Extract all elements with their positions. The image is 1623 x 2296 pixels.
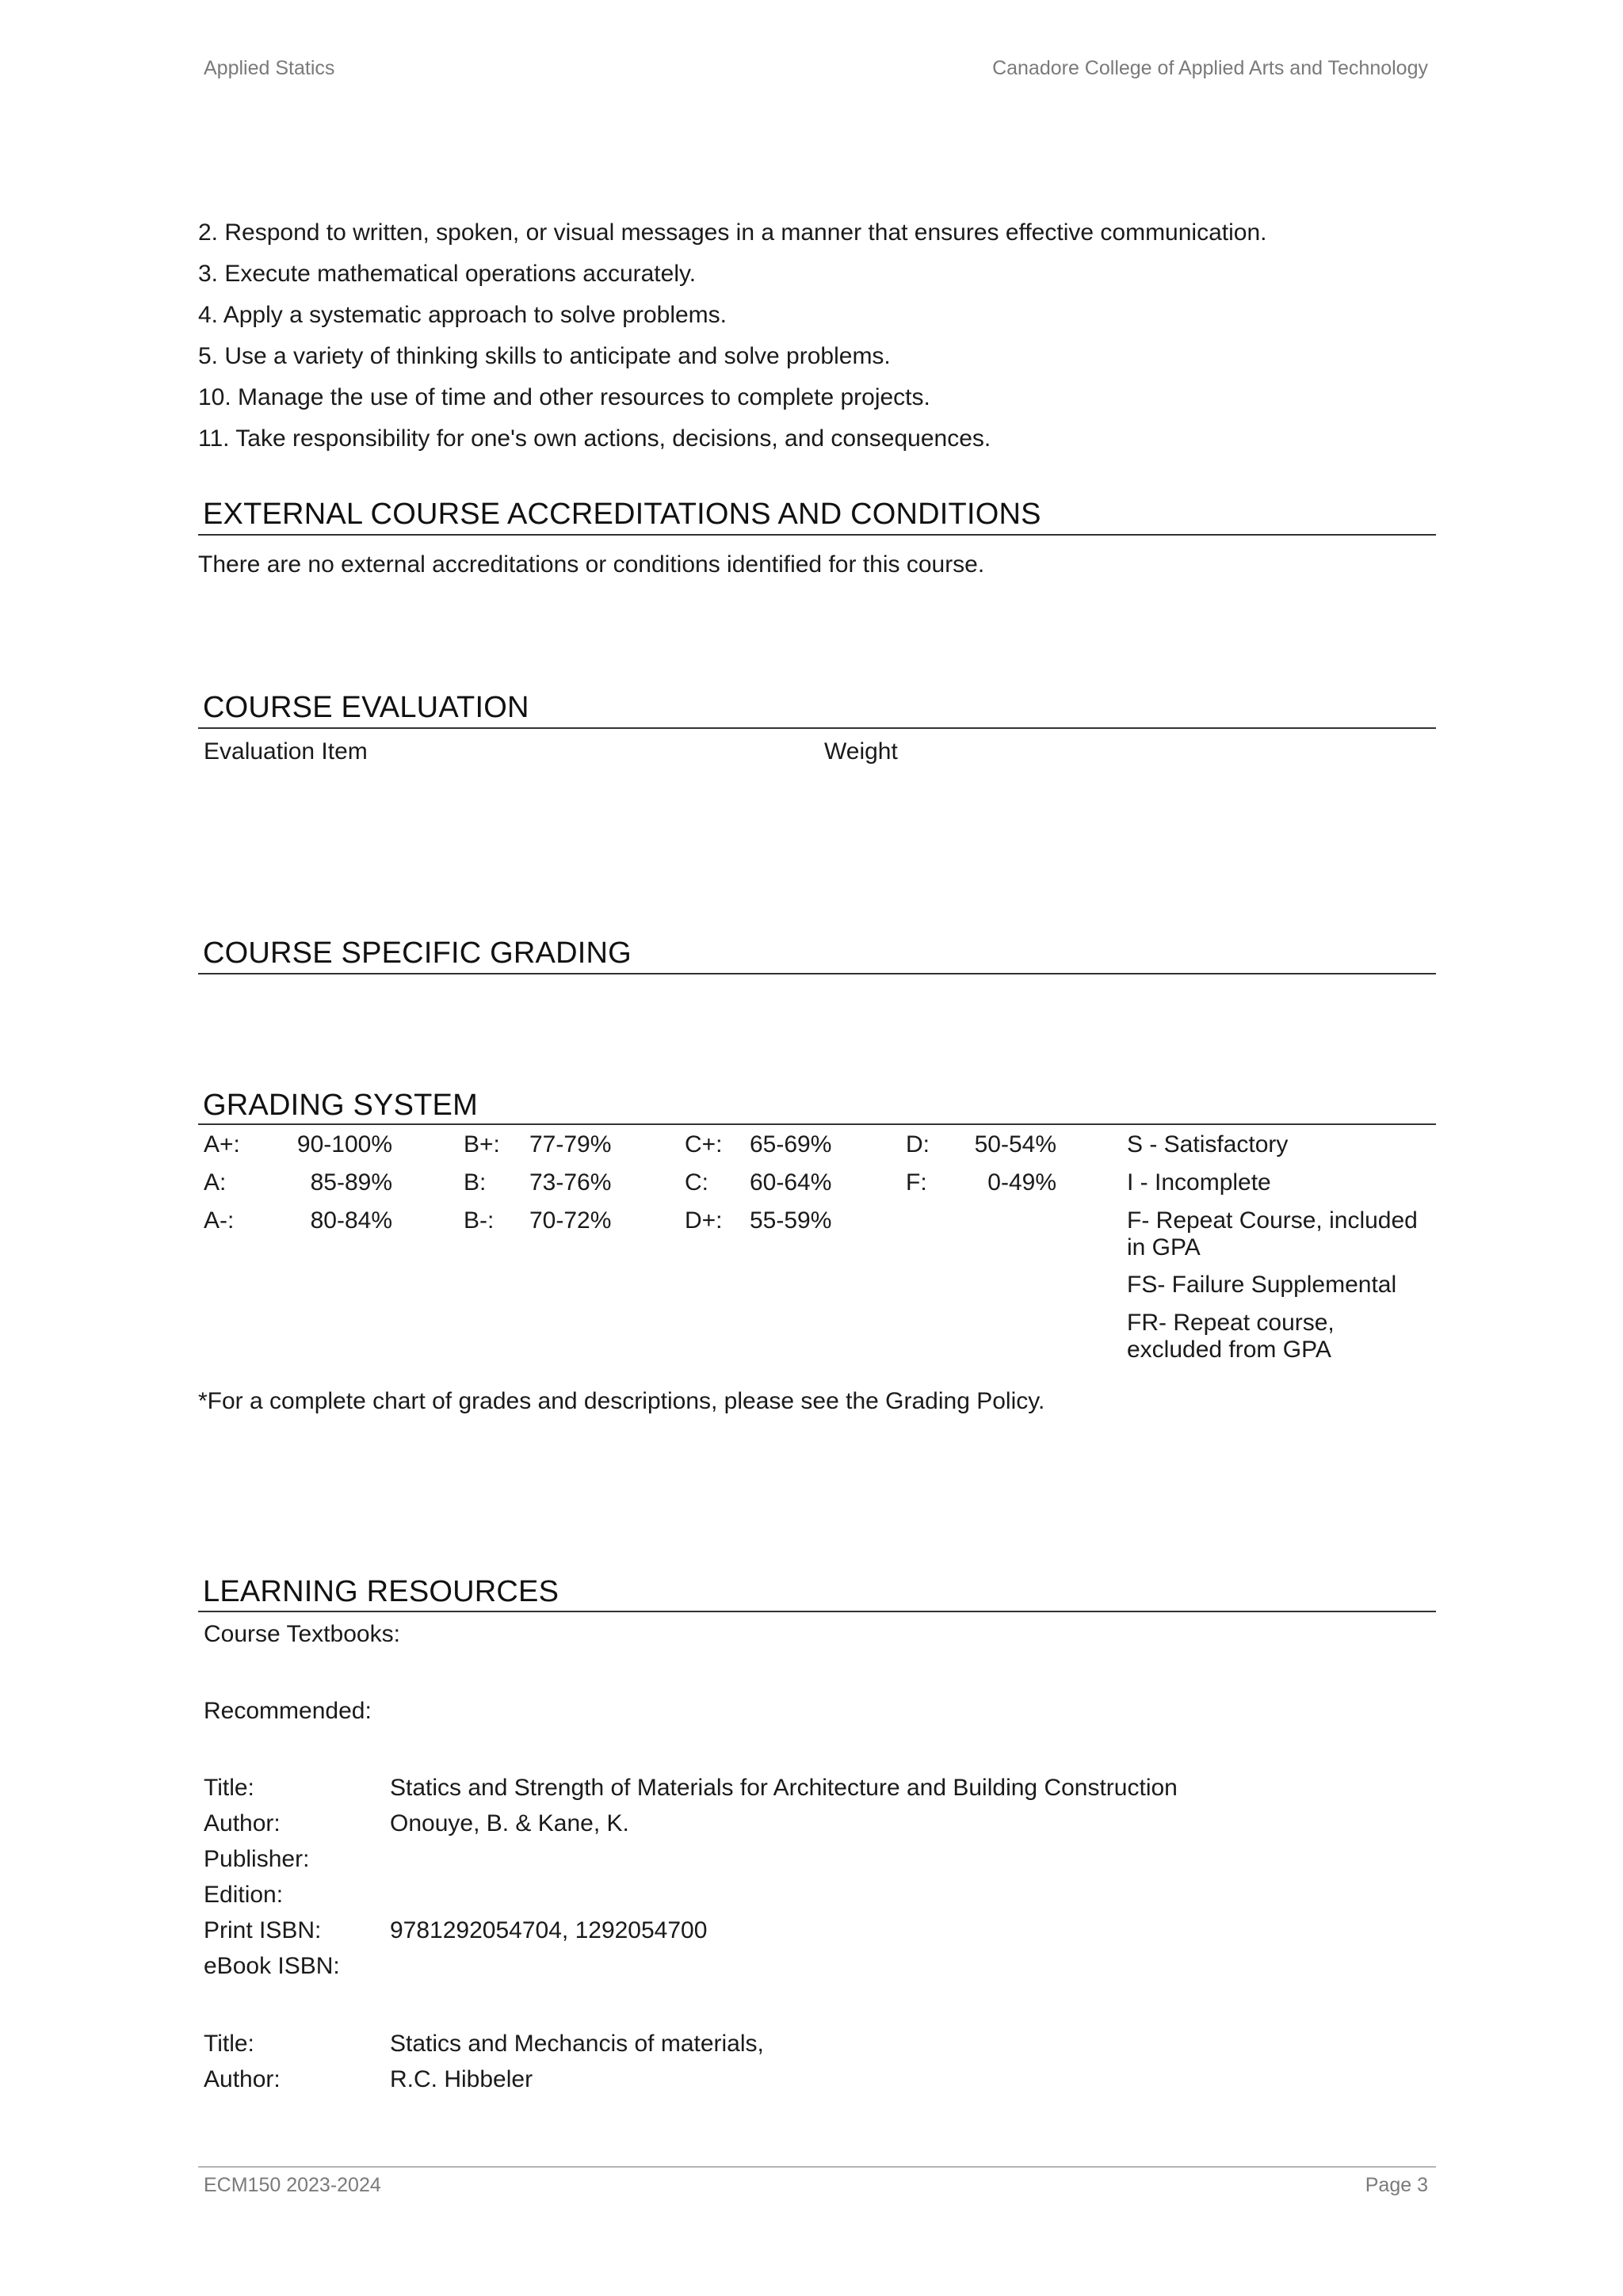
grade-range: 80-84%: [310, 1207, 392, 1234]
grade-range: 85-89%: [310, 1169, 392, 1196]
recommended-label: Recommended:: [204, 1698, 372, 1724]
grade-description: S - Satisfactory: [1127, 1131, 1289, 1158]
edition-label: Edition:: [204, 1882, 284, 1908]
grade-description: FS- Failure Supplemental: [1127, 1272, 1397, 1298]
grade-label: A-:: [204, 1207, 235, 1234]
print-isbn-label: Print ISBN:: [204, 1917, 322, 1943]
grade-label: D+:: [685, 1207, 723, 1234]
title-label: Title:: [204, 2031, 254, 2057]
grade-range: 73-76%: [529, 1169, 612, 1196]
section-title-evaluation: COURSE EVALUATION: [203, 691, 529, 724]
grade-range: 70-72%: [529, 1207, 612, 1234]
grade-range: 77-79%: [529, 1131, 612, 1158]
grade-label: C:: [685, 1169, 708, 1196]
grade-range: 0-49%: [987, 1169, 1056, 1196]
publisher-label: Publisher:: [204, 1846, 310, 1872]
book-author: Onouye, B. & Kane, K.: [390, 1810, 629, 1836]
grade-label: B-:: [464, 1207, 495, 1234]
grade-description: I - Incomplete: [1127, 1169, 1271, 1196]
grade-label: F:: [906, 1169, 927, 1196]
header-course-name: Applied Statics: [204, 57, 335, 79]
grading-policy-note: *For a complete chart of grades and descriptions, please see the Grading Policy.: [198, 1388, 1045, 1414]
list-item: 5. Use a variety of thinking skills to anticipate and solve problems.: [198, 343, 891, 369]
grade-description: F- Repeat Course, included in GPA: [1127, 1207, 1418, 1261]
section-divider: [198, 973, 1436, 974]
grade-label: B:: [464, 1169, 487, 1196]
section-title-external: EXTERNAL COURSE ACCREDITATIONS AND CONDITIONS: [203, 498, 1041, 531]
external-text: There are no external accreditations or conditions identified for this course.: [198, 551, 985, 578]
title-label: Title:: [204, 1775, 254, 1801]
print-isbn-value: 9781292054704, 1292054700: [390, 1917, 708, 1943]
section-divider: [198, 727, 1436, 729]
grade-range: 55-59%: [750, 1207, 832, 1234]
author-label: Author:: [204, 1810, 281, 1836]
footer-course-code: ECM150 2023-2024: [204, 2174, 381, 2196]
list-item: 10. Manage the use of time and other resources to complete projects.: [198, 384, 930, 410]
author-label: Author:: [204, 2066, 281, 2092]
grade-label: C+:: [685, 1131, 723, 1158]
grade-range: 65-69%: [750, 1131, 832, 1158]
section-divider: [198, 1611, 1436, 1612]
essential-skills-list: [198, 212, 1434, 460]
section-title-specific-grading: COURSE SPECIFIC GRADING: [203, 936, 632, 970]
footer-divider: [198, 2166, 1436, 2168]
grade-label: A+:: [204, 1131, 240, 1158]
grade-label: B+:: [464, 1131, 500, 1158]
book-title: Statics and Mechancis of materials,: [390, 2031, 764, 2057]
page-number: Page 3: [1365, 2174, 1428, 2196]
section-divider: [198, 1123, 1436, 1125]
textbooks-label: Course Textbooks:: [204, 1621, 400, 1647]
grade-label: A:: [204, 1169, 227, 1196]
evaluation-item-header: Evaluation Item: [204, 738, 368, 765]
header-college-name: Canadore College of Applied Arts and Technology: [992, 57, 1428, 79]
grade-description: FR- Repeat course, excluded from GPA: [1127, 1310, 1335, 1363]
section-divider: [198, 534, 1436, 536]
ebook-isbn-label: eBook ISBN:: [204, 1953, 340, 1979]
list-item: 3. Execute mathematical operations accurately.: [198, 261, 697, 287]
list-item: 4. Apply a systematic approach to solve problems.: [198, 302, 727, 328]
section-title-learning-resources: LEARNING RESOURCES: [203, 1575, 559, 1608]
book-title: Statics and Strength of Materials for Architecture and Building Construction: [390, 1775, 1178, 1801]
list-item: 11. Take responsibility for one's own actions, decisions, and consequences.: [198, 425, 991, 452]
grade-label: D:: [906, 1131, 930, 1158]
list-item: 2. Respond to written, spoken, or visual messages in a manner that ensures effective communication.: [198, 219, 1267, 246]
section-title-grading-system: GRADING SYSTEM: [203, 1089, 478, 1122]
evaluation-weight-header: Weight: [824, 738, 898, 765]
grade-range: 90-100%: [296, 1131, 392, 1158]
grade-range: 60-64%: [750, 1169, 832, 1196]
book-author: R.C. Hibbeler: [390, 2066, 533, 2092]
grade-range: 50-54%: [974, 1131, 1056, 1158]
